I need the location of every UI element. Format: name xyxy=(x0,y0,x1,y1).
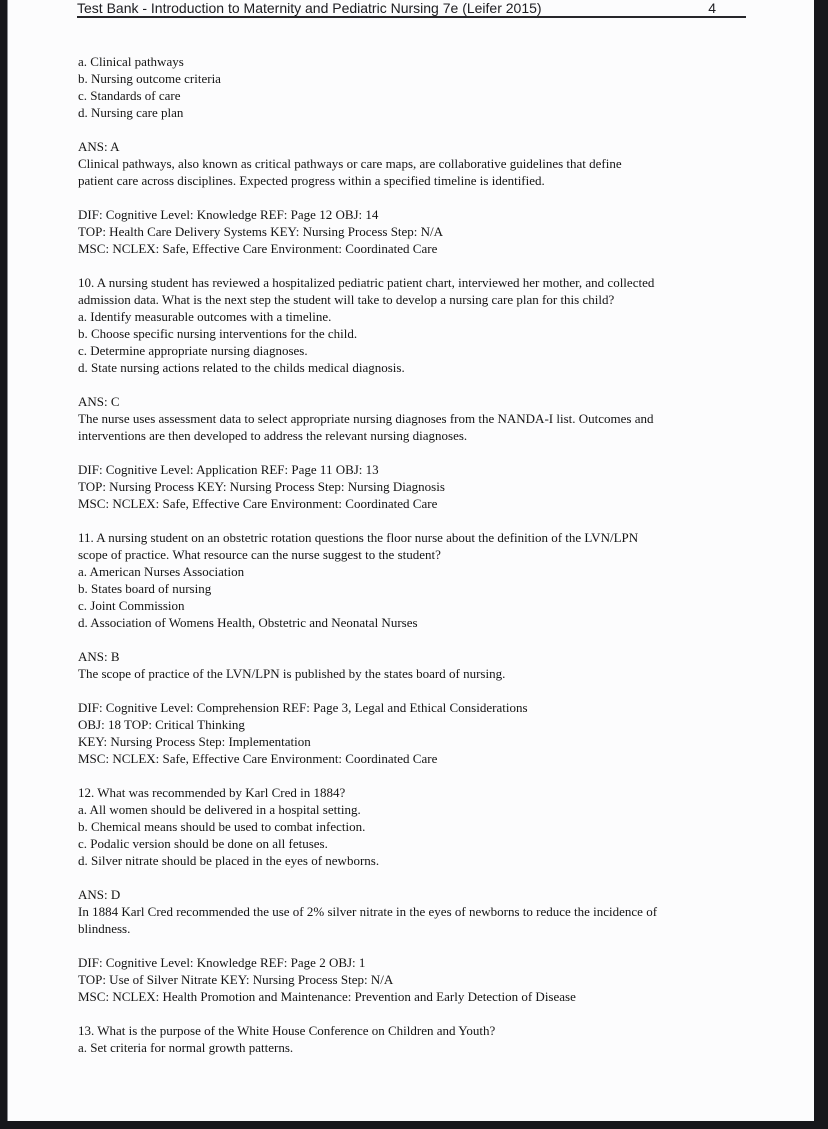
text-line xyxy=(78,937,778,954)
text-line: ANS: B xyxy=(78,649,120,664)
text-line xyxy=(78,444,778,461)
text-line: ANS: D xyxy=(78,887,121,902)
text-line: a. American Nurses Association xyxy=(78,564,245,579)
text-line: DIF: Cognitive Level: Knowledge REF: Page 2 OBJ: 1 xyxy=(78,955,366,970)
text-line: ANS: C xyxy=(78,394,120,409)
text-line: b. Choose specific nursing interventions for the child. xyxy=(78,326,358,341)
text-line xyxy=(78,767,778,784)
text-line: interventions are then developed to address the relevant nursing diagnoses. xyxy=(78,428,468,443)
text-line: KEY: Nursing Process Step: Implementation xyxy=(78,734,311,749)
text-line: TOP: Health Care Delivery Systems KEY: Nursing Process Step: N/A xyxy=(78,224,444,239)
text-line xyxy=(78,869,778,886)
text-line: 10. A nursing student has reviewed a hospitalized pediatric patient chart, interviewed her mother, and collected xyxy=(78,275,655,290)
document-page xyxy=(7,0,814,1121)
text-line: 13. What is the purpose of the White House Conference on Children and Youth? xyxy=(78,1023,496,1038)
text-line: a. All women should be delivered in a hospital setting. xyxy=(78,802,361,817)
text-line xyxy=(78,376,778,393)
text-line xyxy=(78,257,778,274)
text-line: b. States board of nursing xyxy=(78,581,212,596)
text-line: c. Podalic version should be done on all fetuses. xyxy=(78,836,328,851)
text-line: c. Joint Commission xyxy=(78,598,185,613)
text-line: c. Standards of care xyxy=(78,88,181,103)
text-line: d. Association of Womens Health, Obstetric and Neonatal Nurses xyxy=(78,615,418,630)
text-line: a. Set criteria for normal growth patterns. xyxy=(78,1040,294,1055)
text-line xyxy=(78,189,778,206)
header-title: Test Bank - Introduction to Maternity and Pediatric Nursing 7e (Leifer 2015) xyxy=(77,0,542,16)
text-line: MSC: NCLEX: Health Promotion and Maintenance: Prevention and Early Detection of Disease xyxy=(78,989,576,1004)
text-line: admission data. What is the next step the student will take to develop a nursing care plan for this child? xyxy=(78,292,615,307)
text-line: OBJ: 18 TOP: Critical Thinking xyxy=(78,717,245,732)
text-line xyxy=(78,1005,778,1022)
text-line: MSC: NCLEX: Safe, Effective Care Environment: Coordinated Care xyxy=(78,751,438,766)
page-header xyxy=(77,1,746,18)
text-line: TOP: Use of Silver Nitrate KEY: Nursing Process Step: N/A xyxy=(78,972,394,987)
text-line: MSC: NCLEX: Safe, Effective Care Environment: Coordinated Care xyxy=(78,496,438,511)
document-body xyxy=(78,53,778,1056)
text-line: ANS: A xyxy=(78,139,120,154)
text-line: The scope of practice of the LVN/LPN is published by the states board of nursing. xyxy=(78,666,506,681)
text-line: TOP: Nursing Process KEY: Nursing Process Step: Nursing Diagnosis xyxy=(78,479,445,494)
page-number: 4 xyxy=(708,0,716,16)
text-line: DIF: Cognitive Level: Application REF: Page 11 OBJ: 13 xyxy=(78,462,379,477)
text-line: MSC: NCLEX: Safe, Effective Care Environment: Coordinated Care xyxy=(78,241,438,256)
text-line: DIF: Cognitive Level: Knowledge REF: Page 12 OBJ: 14 xyxy=(78,207,379,222)
text-line: d. Nursing care plan xyxy=(78,105,184,120)
text-line xyxy=(78,631,778,648)
text-line: 12. What was recommended by Karl Cred in 1884? xyxy=(78,785,346,800)
text-line: d. Silver nitrate should be placed in the eyes of newborns. xyxy=(78,853,380,868)
text-line: patient care across disciplines. Expected progress within a specified timeline is identified. xyxy=(78,173,545,188)
text-line: scope of practice. What resource can the nurse suggest to the student? xyxy=(78,547,441,562)
text-line: b. Nursing outcome criteria xyxy=(78,71,221,86)
text-line xyxy=(78,682,778,699)
text-line: The nurse uses assessment data to select appropriate nursing diagnoses from the NANDA-I list. Outcomes and xyxy=(78,411,654,426)
text-line xyxy=(78,512,778,529)
text-line: d. State nursing actions related to the childs medical diagnosis. xyxy=(78,360,405,375)
text-line xyxy=(78,121,778,138)
text-line: Clinical pathways, also known as critical pathways or care maps, are collaborative guidelines that define xyxy=(78,156,622,171)
text-line: 11. A nursing student on an obstetric rotation questions the floor nurse about the definition of the LVN/LPN xyxy=(78,530,639,545)
text-line: b. Chemical means should be used to combat infection. xyxy=(78,819,366,834)
text-line: a. Identify measurable outcomes with a timeline. xyxy=(78,309,332,324)
text-line: DIF: Cognitive Level: Comprehension REF: Page 3, Legal and Ethical Considerations xyxy=(78,700,528,715)
text-line: c. Determine appropriate nursing diagnoses. xyxy=(78,343,308,358)
text-line: a. Clinical pathways xyxy=(78,54,184,69)
text-line: In 1884 Karl Cred recommended the use of 2% silver nitrate in the eyes of newborns to reduce the incidence of xyxy=(78,904,658,919)
text-line: blindness. xyxy=(78,921,131,936)
